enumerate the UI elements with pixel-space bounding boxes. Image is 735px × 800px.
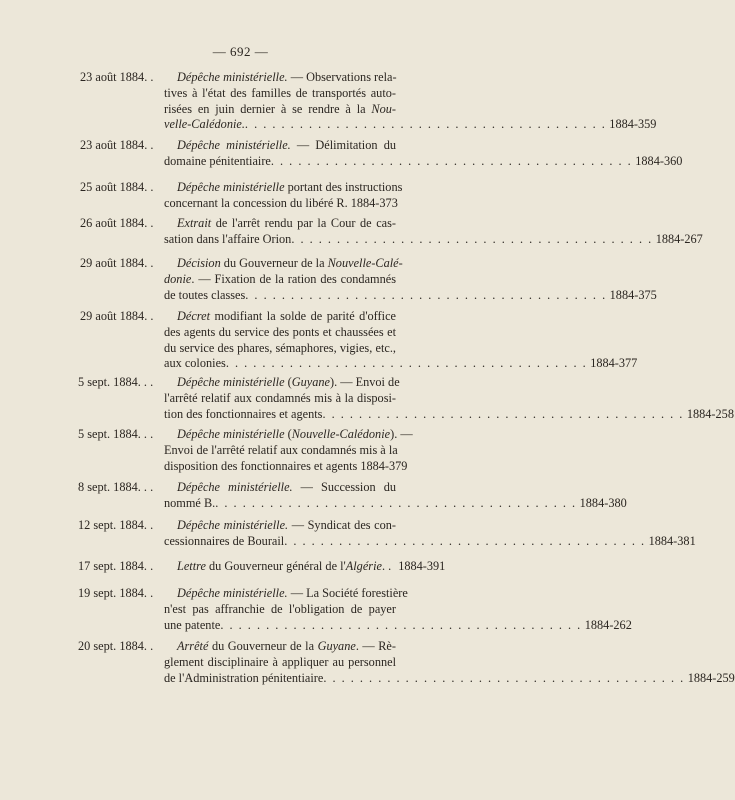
entry-line: Dépêche ministérielle. — La Société forestière [177,586,408,600]
dot-leader: . . . . . . . . . . . . . . . . . . . . . . . . . . . . . . . . . . . . . . . . [215,495,577,510]
entry-line: Lettre du Gouverneur général de l'Algérie. . 1884-391 [177,559,446,573]
entry-line: donie. — Fixation de la ration des condamnés [164,271,396,286]
entry-line: n'est pas affranchie de l'obligation de payer [164,601,396,616]
entry-line: Dépêche ministérielle (Nouvelle-Calédonie). — [177,427,413,441]
entry-line: Dépêche ministérielle. — Observations rela- [177,70,397,84]
entry-line: tion des fonctionnaires et agents . . . . . . . . . . . . . . . . . . . . . . . . . . . . . . . . . . . . . . . . 1884-258 [164,406,734,421]
entry-line: disposition des fonctionnaires et agents 1884-379 [164,458,408,473]
entry-line: une patente . . . . . . . . . . . . . . . . . . . . . . . . . . . . . . . . . . . . . . . . 1884-262 [164,617,632,632]
entry-text [164,216,703,248]
entry-date: 26 août 1884. . [80,216,154,230]
entry-line: Décision du Gouverneur de la Nouvelle-Calé- [177,256,403,270]
dot-leader: . . . . . . . . . . . . . . . . . . . . . . . . . . . . . . . . . . . . . . . . [270,153,633,168]
entry-line: Dépêche ministérielle portant des instructions [177,180,403,194]
entry-line: Arrêté du Gouverneur de la Guyane. — Rè- [177,639,396,653]
dot-leader: . . . . . . . . . . . . . . . . . . . . . . . . . . . . . . . . . . . . . . . . [322,406,684,421]
entry-text [164,138,683,170]
entry-line: tives à l'état des familles de transportés auto- [164,85,396,100]
entry-text [164,180,403,212]
entry-date: 19 sept. 1884. . [78,586,154,600]
entry-line: glement disciplinaire à appliquer au personnel [164,654,396,669]
dot-leader: . . . . . . . . . . . . . . . . . . . . . . . . . . . . . . . . . . . . . . . . [220,617,582,632]
entry-date: 23 août 1884. . [80,70,154,84]
entry-reference: 1884-359 [609,117,657,132]
entry-line: de l'Administration pénitentiaire . . . . . . . . . . . . . . . . . . . . . . . . . . . . . . . . . . . . . . . . 1884-259 [164,670,735,685]
entry-text [164,375,734,422]
entry-line: Décret modifiant la solde de parité d'office [177,309,396,323]
entry-line: l'arrêté relatif aux condamnés mis à la disposi- [164,390,396,405]
entry-date: 23 août 1884. . [80,138,154,152]
entry-line: Dépêche ministérielle. — Syndicat des con- [177,518,396,532]
entry-line: nommé B. . . . . . . . . . . . . . . . . . . . . . . . . . . . . . . . . . . . . . . . . 1884-380 [164,495,627,510]
entry-date: 17 sept. 1884. . [78,559,154,573]
entry-text [164,70,657,133]
entry-text [164,518,696,550]
page-number: — 692 — [212,44,269,59]
entry-reference: 1884-379 [360,458,408,473]
entry-reference: 1884-373 [350,195,398,210]
entry-line: des agents du service des ponts et chaussées et [164,324,396,339]
dot-leader: . . . . . . . . . . . . . . . . . . . . . . . . . . . . . . . . . . . . . . . . [291,231,653,246]
dot-leader: . . . . . . . . . . . . . . . . . . . . . . . . . . . . . . . . . . . . . . . . [323,670,685,685]
entry-reference: 1884-262 [584,617,632,632]
entry-date: 29 août 1884. . [80,256,154,270]
entry-line: Dépêche ministérielle. — Délimitation du [177,138,396,152]
dot-leader: . . . . . . . . . . . . . . . . . . . . . . . . . . . . . . . . . . . . . . . . [244,117,607,132]
entry-date: 12 sept. 1884. . [78,518,154,532]
entry-date: 25 août 1884. . [80,180,154,194]
entry-text [164,256,657,303]
entry-text [164,639,735,686]
entry-reference: 1884-267 [655,231,703,246]
entry-line: sation dans l'affaire Orion . . . . . . . . . . . . . . . . . . . . . . . . . . . . . . . . . . . . . . . . 1884-267 [164,231,703,246]
entry-text [164,309,638,372]
entry-line: concernant la concession du libéré R. 1884-373 [164,195,398,210]
entry-line: Dépêche ministérielle (Guyane). — Envoi de [177,375,400,389]
entry-line: Dépêche ministérielle. — Succession du [177,480,396,494]
dot-leader: . . . . . . . . . . . . . . . . . . . . . . . . . . . . . . . . . . . . . . . . [284,533,646,548]
entry-line: risées en juin dernier à se rendre à la Nou- [164,101,396,116]
dot-leader: . . . . . . . . . . . . . . . . . . . . . . . . . . . . . . . . . . . . . . . . [225,356,588,371]
entry-line: Envoi de l'arrêté relatif aux condamnés mis à la [164,442,398,457]
entry-line: Extrait de l'arrêt rendu par la Cour de cas- [177,216,396,230]
entry-line: du service des phares, sémaphores, vigies, etc., [164,340,396,355]
entry-date: 29 août 1884. . [80,309,154,323]
entry-reference: 1884-259 [687,670,735,685]
entry-reference: 1884-375 [609,287,657,302]
entry-line: domaine pénitentiaire . . . . . . . . . . . . . . . . . . . . . . . . . . . . . . . . . . . . . . . . 1884-360 [164,153,683,168]
entry-date: 20 sept. 1884. . [78,639,154,653]
entry-reference: 1884-377 [590,356,638,371]
entry-line: velle-Calédonie. . . . . . . . . . . . . . . . . . . . . . . . . . . . . . . . . . . . . . . . . 1884-359 [164,117,657,132]
entry-date: 8 sept. 1884. . . [78,480,154,494]
entry-reference: 1884-391 [398,559,446,573]
entry-reference: 1884-360 [635,153,683,168]
entry-text [164,480,627,512]
entry-date: 5 sept. 1884. . . [78,375,154,389]
entry-reference: 1884-381 [648,533,696,548]
entry-line: cessionnaires de Bourail . . . . . . . . . . . . . . . . . . . . . . . . . . . . . . . . . . . . . . . . 1884-381 [164,533,696,548]
entry-date: 5 sept. 1884. . . [78,427,154,441]
entry-text [164,427,413,474]
dot-leader: . . . . . . . . . . . . . . . . . . . . . . . . . . . . . . . . . . . . . . . . [245,287,607,302]
entry-text [164,559,446,575]
entry-reference: 1884-258 [686,406,734,421]
entry-line: aux colonies . . . . . . . . . . . . . . . . . . . . . . . . . . . . . . . . . . . . . . . . 1884-377 [164,356,638,371]
entry-text [164,586,632,633]
entry-line: de toutes classes . . . . . . . . . . . . . . . . . . . . . . . . . . . . . . . . . . . . . . . . 1884-375 [164,287,657,302]
entry-reference: 1884-380 [579,495,627,510]
